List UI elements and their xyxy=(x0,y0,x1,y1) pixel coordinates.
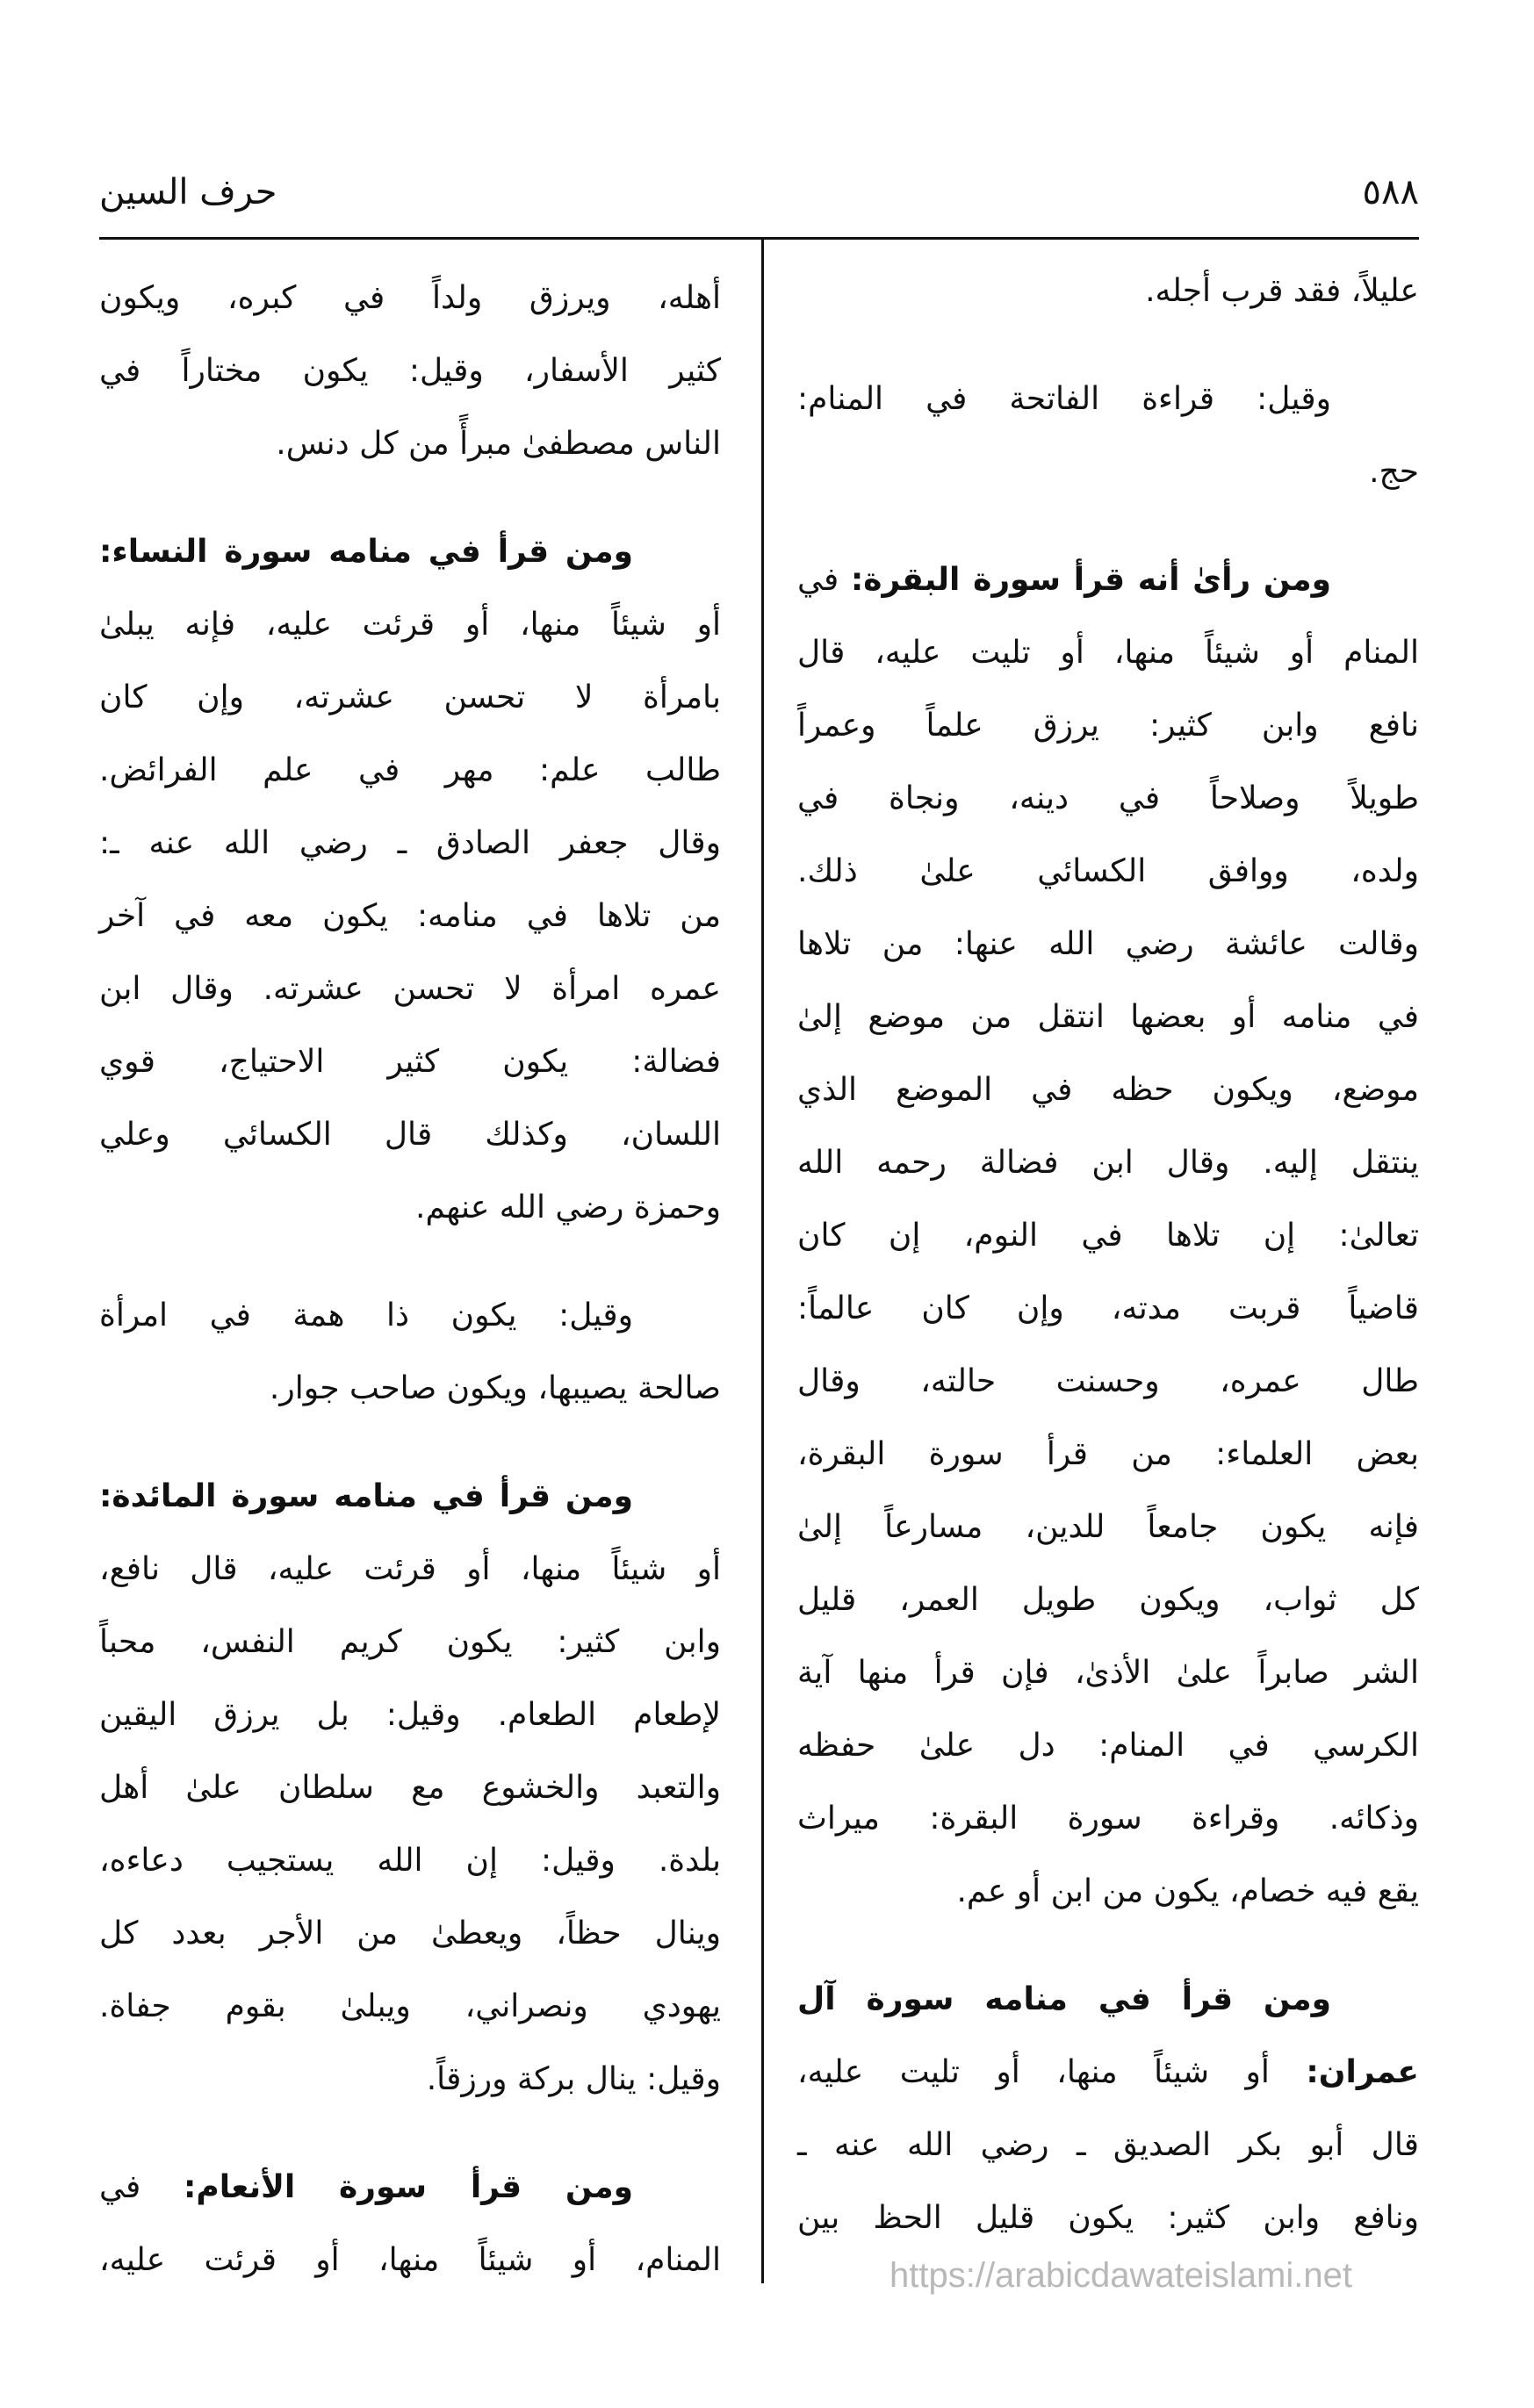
text-line xyxy=(99,1460,721,1533)
line-text: الشر صابراً علىٰ الأذىٰ، فإن قرأ منها آية xyxy=(797,1655,1419,1691)
text-line xyxy=(797,1272,1419,1345)
text-line xyxy=(99,2224,721,2297)
line-text: وقيل: قراءة الفاتحة في المنام: xyxy=(797,381,1331,417)
text-line xyxy=(99,407,721,480)
text-line xyxy=(99,734,721,807)
line-text: عليلاً، فقد قرب أجله. xyxy=(1145,273,1419,309)
bold-heading: ومن قرأ سورة الأنعام: xyxy=(183,2169,633,2205)
line-text: اللسان، وكذلك قال الكسائي وعلي xyxy=(99,1117,721,1153)
text-line xyxy=(99,807,721,880)
line-text: يقع فيه خصام، يكون من ابن أو عم. xyxy=(956,1873,1419,1909)
line-text: لإطعام الطعام. وقيل: بل يرزق اليقين xyxy=(99,1697,721,1733)
text-line xyxy=(99,1098,721,1171)
paragraph xyxy=(99,262,721,480)
line-text: طال عمره، وحسنت حالته، وقال xyxy=(797,1363,1419,1399)
line-text: قال أبو بكر الصديق ـ رضي الله عنه ـ xyxy=(797,2127,1419,2163)
text-line xyxy=(797,616,1419,689)
running-header-title: حرف السين xyxy=(99,172,277,212)
text-line xyxy=(99,2043,721,2116)
column-divider xyxy=(761,238,764,2283)
text-line xyxy=(797,363,1419,435)
bold-heading: ومن قرأ في منامه سورة المائدة: xyxy=(99,1478,633,1514)
line-text: من تلاها في منامه: يكون معه في آخر xyxy=(99,898,721,934)
line-text: في منامه أو بعضها انتقل من موضع إلىٰ xyxy=(797,999,1419,1035)
text-line xyxy=(99,2151,721,2224)
line-text: تعالىٰ: إن تلاها في النوم، إن كان xyxy=(797,1218,1419,1254)
text-line xyxy=(797,908,1419,981)
line-text: كل ثواب، ويكون طويل العمر، قليل xyxy=(797,1582,1419,1618)
bold-heading: عمران: xyxy=(1306,2054,1419,2090)
line-text: نافع وابن كثير: يرزق علماً وعمراً xyxy=(797,708,1419,744)
text-line xyxy=(797,1782,1419,1855)
text-line xyxy=(797,1053,1419,1126)
line-text: كثير الأسفار، وقيل: يكون مختاراً في xyxy=(99,353,721,389)
line-text: في xyxy=(797,562,851,598)
text-line xyxy=(99,334,721,407)
text-line xyxy=(797,543,1419,616)
line-text: حج. xyxy=(1369,454,1419,490)
text-line xyxy=(99,1352,721,1425)
text-line xyxy=(797,1345,1419,1418)
line-text: الناس مصطفىٰ مبرأً من كل دنس. xyxy=(276,426,721,462)
text-line xyxy=(797,1636,1419,1709)
line-text: وينال حظاً، ويعطىٰ من الأجر بعدد كل xyxy=(99,1916,721,1952)
line-text: وذكائه. وقراءة سورة البقرة: ميراث xyxy=(797,1801,1419,1837)
line-text: أهله، ويرزق ولداً في كبره، ويكون xyxy=(99,280,721,316)
header-rule xyxy=(99,237,1419,240)
text-line xyxy=(99,1897,721,1970)
bold-heading: ومن قرأ في منامه سورة آل xyxy=(797,1981,1331,2017)
line-text: في xyxy=(99,2169,184,2205)
text-line xyxy=(99,661,721,734)
text-line xyxy=(797,762,1419,835)
text-line xyxy=(99,1279,721,1352)
text-line xyxy=(797,1855,1419,1928)
text-line xyxy=(99,1970,721,2043)
text-line xyxy=(797,1963,1419,2036)
text-line xyxy=(99,880,721,952)
text-line xyxy=(99,1171,721,1244)
paragraph xyxy=(797,1963,1419,2254)
text-line xyxy=(99,515,721,588)
text-line xyxy=(797,2036,1419,2109)
line-text: وقالت عائشة رضي الله عنها: من تلاها xyxy=(797,926,1419,962)
line-text: قاضياً قربت مدته، وإن كان عالماً: xyxy=(797,1290,1419,1326)
text-line xyxy=(99,952,721,1025)
line-text: والتعبد والخشوع مع سلطان علىٰ أهل xyxy=(99,1770,721,1806)
line-text: صالحة يصيبها، ويكون صاحب جوار. xyxy=(269,1370,721,1406)
text-line xyxy=(797,981,1419,1053)
text-line xyxy=(99,1025,721,1098)
text-line xyxy=(797,689,1419,762)
line-text: فإنه يكون جامعاً للدين، مسارعاً إلىٰ xyxy=(797,1509,1419,1545)
line-text: عمره امرأة لا تحسن عشرته. وقال ابن xyxy=(99,971,721,1007)
line-text: يهودي ونصراني، ويبلىٰ بقوم جفاة. xyxy=(99,1988,721,2024)
page-number: ٥٨٨ xyxy=(1362,172,1419,212)
line-text: بلدة. وقيل: إن الله يستجيب دعاءه، xyxy=(99,1843,721,1879)
bold-heading: ومن رأىٰ أنه قرأ سورة البقرة: xyxy=(850,562,1331,598)
text-line xyxy=(99,1751,721,1824)
text-line xyxy=(797,1418,1419,1491)
line-text: المنام، أو شيئاً منها، أو قرئت عليه، xyxy=(99,2242,721,2278)
text-line xyxy=(797,255,1419,327)
text-line xyxy=(99,262,721,334)
right-column xyxy=(797,255,1419,2289)
line-text: وابن كثير: يكون كريم النفس، محباً xyxy=(99,1624,721,1660)
line-text: طويلاً وصلاحاً في دينه، ونجاة في xyxy=(797,780,1419,816)
line-text: ونافع وابن كثير: يكون قليل الحظ بين xyxy=(797,2200,1419,2236)
line-text: وقيل: ينال بركة ورزقاً. xyxy=(426,2061,721,2097)
paragraph xyxy=(797,255,1419,327)
line-text: موضع، ويكون حظه في الموضع الذي xyxy=(797,1072,1419,1108)
line-text: وحمزة رضي الله عنهم. xyxy=(415,1190,721,1226)
line-text: ولده، ووافق الكسائي علىٰ ذلك. xyxy=(797,853,1419,889)
line-text: أو شيئاً منها، أو تليت عليه، xyxy=(797,2054,1307,2090)
line-text: وقيل: يكون ذا همة في امرأة xyxy=(99,1297,633,1333)
paragraph xyxy=(797,363,1419,508)
watermark-url: https://arabicdawateislami.net xyxy=(889,2256,1352,2295)
paragraph xyxy=(99,515,721,1244)
paragraph xyxy=(99,1460,721,2116)
text-line xyxy=(797,2109,1419,2182)
text-line xyxy=(797,835,1419,908)
bold-heading: ومن قرأ في منامه سورة النساء: xyxy=(99,534,633,570)
line-text: وقال جعفر الصادق ـ رضي الله عنه ـ: xyxy=(99,825,721,861)
text-line xyxy=(99,1824,721,1897)
text-line xyxy=(99,1606,721,1678)
line-text: ينتقل إليه. وقال ابن فضالة رحمه الله xyxy=(797,1145,1419,1181)
left-column xyxy=(99,262,721,2332)
text-line xyxy=(99,1533,721,1606)
text-line xyxy=(797,1563,1419,1636)
text-line xyxy=(797,1199,1419,1272)
text-line xyxy=(99,1678,721,1751)
line-text: أو شيئاً منها، أو قرئت عليه، فإنه يبلىٰ xyxy=(99,607,721,643)
paragraph xyxy=(99,1279,721,1425)
text-line xyxy=(99,588,721,661)
line-text: المنام أو شيئاً منها، أو تليت عليه، قال xyxy=(797,635,1419,671)
line-text: فضالة: يكون كثير الاحتياج، قوي xyxy=(99,1044,721,1080)
line-text: بعض العلماء: من قرأ سورة البقرة، xyxy=(797,1436,1419,1472)
text-line xyxy=(797,1491,1419,1563)
line-text: بامرأة لا تحسن عشرته، وإن كان xyxy=(99,679,721,715)
text-line xyxy=(797,1709,1419,1782)
paragraph xyxy=(797,543,1419,1928)
paragraph xyxy=(99,2151,721,2297)
text-line xyxy=(797,2182,1419,2254)
text-line xyxy=(797,435,1419,508)
line-text: أو شيئاً منها، أو قرئت عليه، قال نافع، xyxy=(99,1551,721,1587)
line-text: الكرسي في المنام: دل علىٰ حفظه xyxy=(797,1728,1419,1764)
line-text: طالب علم: مهر في علم الفرائض. xyxy=(99,752,721,788)
text-line xyxy=(797,1126,1419,1199)
